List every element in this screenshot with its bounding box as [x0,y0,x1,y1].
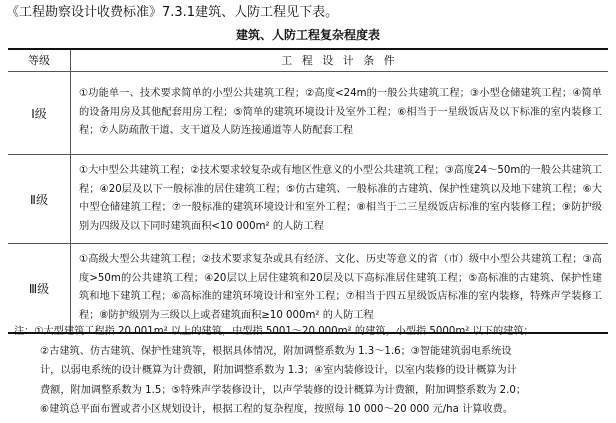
note-line: ⑥建筑总平面布置或者小区规划设计，根据工程的复杂程度，按照每 10 000～20 000 元/ha 计算收费。 [40,404,514,415]
note-line: ②古建筑、仿古建筑、保护性建筑等，根据具体情况，附加调整系数为 1.3～1.6；③智能建筑弱电系统设 [40,345,512,357]
table-header-row [8,49,608,72]
row-level-label: Ⅲ级 [8,244,71,334]
header-conditions: 工 程 设 计 条 件 [71,49,609,72]
note-line: 费额，附加调整系数为 1.5；⑤特殊声学装修设计，以声学装修的设计概算为计费额，附加调整系数为 2.0； [40,384,527,396]
row-conditions: ①大中型公共建筑工程；②技术要求较复杂或有地区性意义的小型公共建筑工程；③高度24～50m的一般公共建筑工程；④20层及以下一般标准的居住建筑工程；⑤仿古建筑、一般标准的古建筑、保护性建筑以及地下建筑工程；⑥大中型仓储建筑工程；⑦一般标准的建筑环境设计和室外工程；⑧相当于二三星级饭店标准的室内装修工程；⑨防护级别为四级及以下同时建筑面积<10 000m² 的人防工程 [71,155,609,244]
table-title: 建筑、人防工程复杂程度表 [235,28,380,42]
row-conditions: ①功能单一、技术要求简单的小型公共建筑工程；②高度<24m的一般公共建筑工程；③小型仓储建筑工程；④简单的设备用房及其他配套用房工程；⑤简单的建筑环境设计及室外工程；⑥相当于一星级饭店及以下标准的室内装修工程；⑦人防疏散干道、支干道及人防连接通道等人防配套工程 [71,72,609,155]
table-row [8,155,608,244]
row-conditions: ①高级大型公共建筑工程；②技术要求复杂或具有经济、文化、历史等意义的省（市）级中小型公共建筑工程；③高度>50m的公共建筑工程；④20层以上居住建筑和20层及以下高标准居住建筑工程；⑤高标准的古建筑、保护性建筑和地下建筑工程；⑥高标准的建筑环境设计和室外工程；⑦相当于四五星级饭店标准的室内装修，特殊声学装修工程；⑧防护级别为三级以上或者建筑面积≥10 000m² 的人防工程 [71,244,609,334]
row-level-label: Ⅰ级 [8,72,71,155]
complexity-table [8,48,608,334]
intro-text: 《工程勘察设计收费标准》7.3.1建筑、人防工程见下表。 [6,5,339,20]
note-text: ①大型建筑工程指 20 001m² 以上的建筑，中型指 5001～20 000m² 的建筑，小型指 5000m² 以下的建筑； [34,326,534,337]
table-row [8,72,608,155]
note-line [14,322,610,342]
notes-section [14,322,610,420]
note-line: 计，以弱电系统的设计概算为计费额，附加调整系数为 1.3；④室内装修设计，以室内装修的设计概算为计 [40,365,517,376]
notes-label: 注： [14,326,35,337]
table-row [8,244,608,334]
header-level: 等级 [8,49,71,72]
row-level-label: Ⅱ级 [8,155,71,244]
